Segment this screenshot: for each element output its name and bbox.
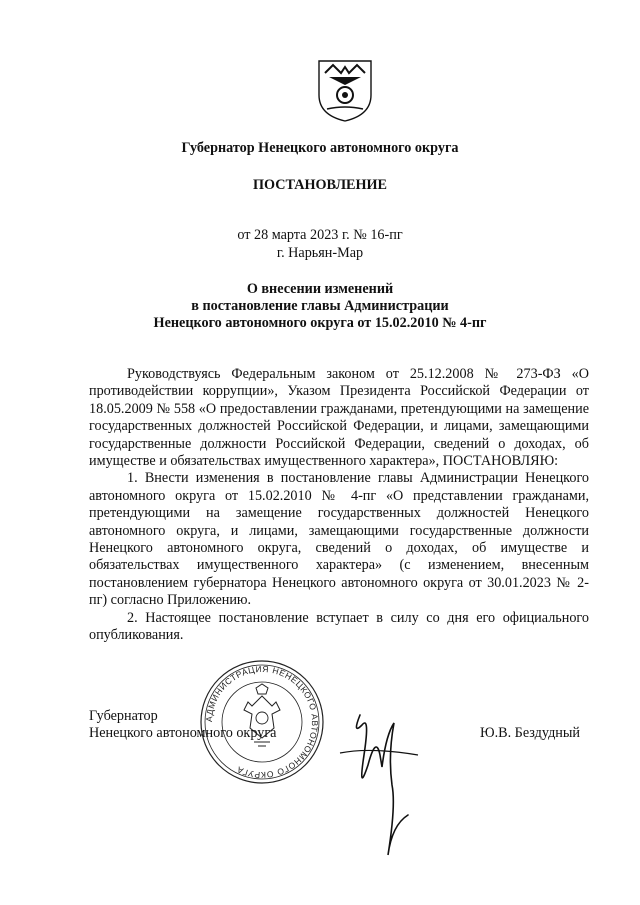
official-seal-stamp — [198, 658, 326, 786]
signature-title-line-1: Губернатор — [89, 708, 158, 724]
document-date-number: от 28 марта 2023 г. № 16-пг — [237, 227, 403, 243]
document-issuer: Губернатор Ненецкого автономного округа — [181, 140, 459, 156]
document-place: г. Нарьян-Мар — [276, 245, 364, 261]
svg-text:АДМИНИСТРАЦИЯ НЕНЕЦКОГО АВТОНО: АДМИНИСТРАЦИЯ НЕНЕЦКОГО АВТОНОМНОГО ОКРУГА — [203, 663, 321, 781]
signature-title-line-2: Ненецкого автономного округа — [89, 725, 277, 741]
handwritten-signature — [330, 695, 430, 875]
signatory-name: Ю.В. Бездудный — [480, 725, 581, 741]
document-subject — [0, 281, 640, 332]
subject-line: в постановление главы Администрации — [191, 298, 449, 314]
body-item-1: 1. Внести изменения в постановление главы Администрации Ненецкого автономного округа от 15.02.2010 № 4-пг «О представлении гражданами, претендующими на замещение государственных должностей Ненецкого автономного округа, и лицами, замещающими государственные должности Ненецкого автономного округа, сведений о доходах, об имуществе и обязательствах имущественного характера» (с изменением, внесенным постановлением губернатора Ненецкого автономного округа от 30.01.2023 № 2-пг) согласно Приложению. — [89, 470, 589, 609]
body-item-2: 2. Настоящее постановление вступает в силу со дня его официального опубликования. — [89, 609, 589, 644]
document-type-title: ПОСТАНОВЛЕНИЕ — [252, 177, 388, 193]
coat-of-arms-icon — [315, 55, 375, 123]
body-preamble: Руководствуясь Федеральным законом от 25.12.2008 № 273-ФЗ «О противодействии коррупции», Указом Президента Российской Федерации от 18.05.2009 № 558 «О предоставлении гражданами, претендующими на замещение государственных должностей Российской Федерации, и лицами, замещающими государственные должности Российской Федерации, сведений о доходах, об имуществе и обязательствах имущественного характера», ПОСТАНОВЛЯЮ: — [89, 366, 589, 470]
subject-line: Ненецкого автономного округа от 15.02.2010 № 4-пг — [153, 315, 487, 331]
subject-line: О внесении изменений — [246, 281, 394, 297]
document-body — [89, 366, 589, 645]
